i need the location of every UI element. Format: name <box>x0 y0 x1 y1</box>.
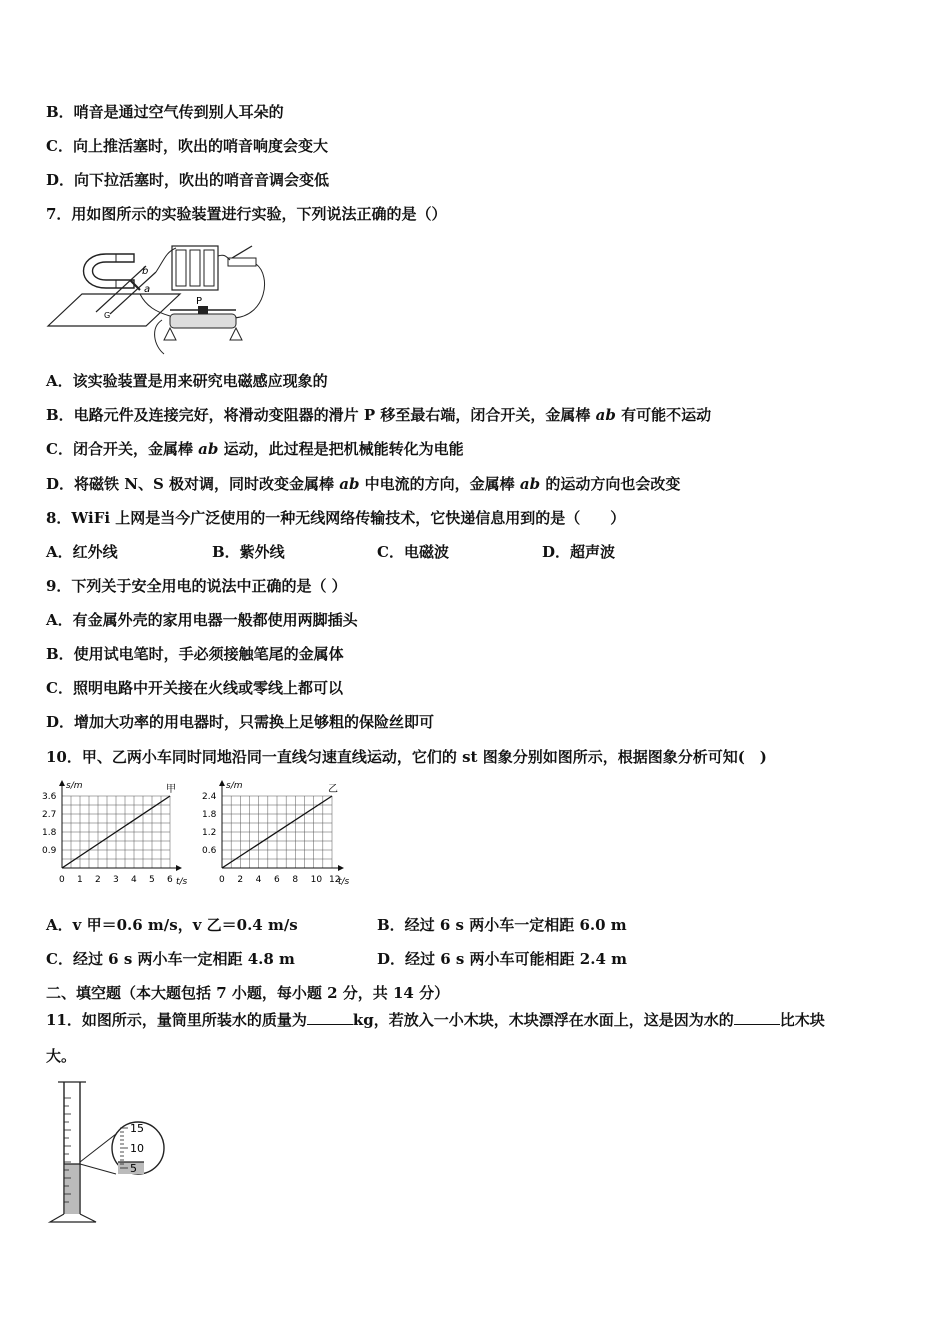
q7-option-a: A．该实验装置是用来研究电磁感应现象的 <box>46 372 328 390</box>
q8-option-c: C．电磁波 <box>377 543 449 561</box>
label-a: a <box>144 284 151 295</box>
q7-option-d-tail: 的运动方向也会改变 <box>540 475 681 493</box>
y-tick-label: 3.6 <box>42 792 57 802</box>
tick-label-15: 15 <box>130 1122 144 1135</box>
q8-option-b: B．紫外线 <box>212 543 285 561</box>
y-axis-arrow <box>59 780 65 786</box>
q7-option-d-mid: 中电流的方向，金属棒 <box>359 475 520 493</box>
graduated-cylinder-figure <box>44 1078 174 1226</box>
x-tick-label: 5 <box>149 875 155 885</box>
x-tick-label: 0 <box>59 875 65 885</box>
q8-stem: 8．WiFi 上网是当今广泛使用的一种无线网络传输技术，它快递信息用到的是（ ） <box>46 509 626 527</box>
x-tick-label: 4 <box>255 875 262 885</box>
y-tick-label: 1.2 <box>202 828 217 838</box>
x-tick-label: 3 <box>113 875 119 885</box>
x-tick-label: 2 <box>95 875 101 885</box>
y-tick-label: 2.4 <box>202 792 217 802</box>
q7-option-c-tail: 运动，此过程是把机械能转化为电能 <box>218 440 464 458</box>
q9-stem: 9．下列关于安全用电的说法中正确的是（ ） <box>46 577 347 595</box>
section-2-title: 二、填空题（本大题包括 7 小题，每小题 2 分，共 14 分） <box>46 984 450 1002</box>
x-tick-label: 4 <box>131 875 137 885</box>
x-axis-arrow <box>176 865 182 871</box>
q11-stem-tail: 比木块 <box>779 1011 825 1029</box>
answer-blank-2[interactable] <box>734 1010 780 1025</box>
q9-option-b: B．使用试电笔时，手必须接触笔尾的金属体 <box>46 645 344 663</box>
ab-italic: ab <box>519 475 541 493</box>
answer-blank-1[interactable] <box>307 1010 353 1025</box>
q6-option-b: B．哨音是通过空气传到别人耳朵的 <box>46 103 284 121</box>
q7-option-d-text: D．将磁铁 N、S 极对调，同时改变金属棒 <box>46 475 340 493</box>
q10-option-c: C．经过 6 s 两小车一定相距 4.8 m <box>46 950 295 968</box>
q7-experiment-figure <box>46 236 276 360</box>
rheostat-slider <box>198 306 208 314</box>
y-tick-label: 0.9 <box>42 846 57 856</box>
x-axis-label: t/s <box>176 877 188 887</box>
x-tick-label: 8 <box>292 875 299 885</box>
q10-stem: 10．甲、乙两小车同时同地沿同一直线匀速直线运动，它们的 st 图象分别如图所示，根据图象分析可知( ) <box>46 748 767 766</box>
y-axis-label: s/m <box>226 781 243 791</box>
x-tick-label: 12 <box>329 875 341 885</box>
q7-option-c-text: C．闭合开关，金属棒 <box>46 440 199 458</box>
q7-stem: 7．用如图所示的实验装置进行实验，下列说法正确的是（） <box>46 205 447 223</box>
y-axis-label: s/m <box>66 781 83 791</box>
water-column <box>65 1164 79 1214</box>
q11-stem-line2: 大。 <box>46 1047 77 1065</box>
tick-label-5: 5 <box>130 1162 137 1175</box>
y-tick-label: 0.6 <box>202 846 217 856</box>
series-label: 甲 <box>166 784 176 795</box>
q11-stem-text: 11．如图所示，量筒里所装水的质量为 <box>46 1011 307 1029</box>
rheostat <box>170 314 236 328</box>
q7-option-b-text: B．电路元件及连接完好，将滑动变阻器的滑片 P 移至最右端，闭合开关，金属棒 <box>46 406 596 424</box>
y-tick-label: 2.7 <box>42 810 57 820</box>
q7-option-b-tail: 有可能不运动 <box>615 406 712 424</box>
x-axis-arrow <box>338 865 344 871</box>
q9-option-c: C．照明电路中开关接在火线或零线上都可以 <box>46 679 343 697</box>
ab-italic: ab <box>339 475 360 493</box>
q7-option-d <box>46 474 680 494</box>
x-tick-label: 6 <box>167 875 173 885</box>
u-magnet <box>84 254 135 288</box>
q7-option-c <box>46 439 464 459</box>
q8-option-a: A．红外线 <box>46 543 118 561</box>
battery-box <box>172 246 218 290</box>
q9-option-d: D．增加大功率的用电器时，只需换上足够粗的保险丝即可 <box>46 713 435 731</box>
q11-stem-mid: kg，若放入一小木块，木块漂浮在水面上，这是因为水的 <box>352 1011 734 1029</box>
series-label: 乙 <box>328 784 338 795</box>
y-tick-label: 1.8 <box>202 810 217 820</box>
q7-option-b <box>46 405 711 425</box>
q10-option-b: B．经过 6 s 两小车一定相距 6.0 m <box>377 916 627 934</box>
q10-option-a: A．v 甲＝0.6 m/s，v 乙＝0.4 m/s <box>46 916 298 934</box>
x-tick-label: 0 <box>219 875 225 885</box>
ab-italic: ab <box>595 406 616 424</box>
x-axis-label: t/s <box>338 877 350 887</box>
label-b: b <box>142 266 149 277</box>
q11-stem <box>46 1010 825 1030</box>
svg-text:G: G <box>104 311 111 320</box>
x-tick-label: 6 <box>274 875 280 885</box>
x-tick-label: 1 <box>77 875 83 885</box>
ab-italic: ab <box>198 440 219 458</box>
q6-option-c: C．向上推活塞时，吹出的哨音响度会变大 <box>46 137 328 155</box>
q9-option-a: A．有金属外壳的家用电器一般都使用两脚插头 <box>46 611 358 629</box>
chart-yi <box>200 776 360 888</box>
y-tick-label: 1.8 <box>42 828 57 838</box>
q10-option-d: D．经过 6 s 两小车可能相距 2.4 m <box>377 950 627 968</box>
y-axis-arrow <box>219 780 225 786</box>
x-tick-label: 10 <box>310 875 323 885</box>
q8-option-d: D．超声波 <box>542 543 616 561</box>
tick-label-10: 10 <box>130 1142 144 1155</box>
q6-option-d: D．向下拉活塞时，吹出的哨音音调会变低 <box>46 171 330 189</box>
label-p: P <box>196 296 203 307</box>
switch-blade <box>232 246 252 258</box>
x-tick-label: 2 <box>237 875 244 885</box>
chart-jia <box>40 776 190 888</box>
